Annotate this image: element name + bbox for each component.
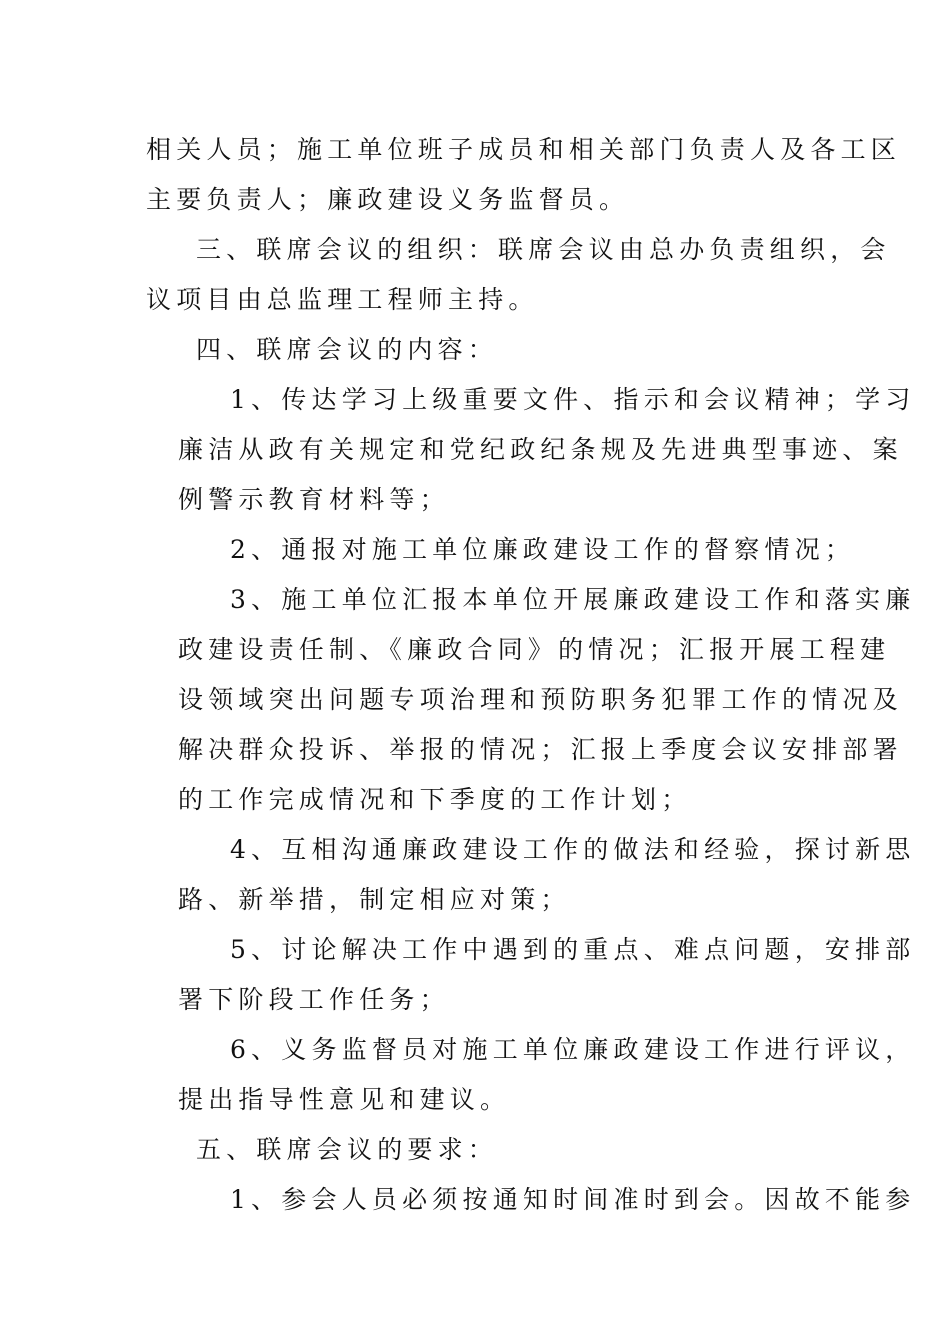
text-line: 例警示教育材料等； xyxy=(178,485,450,514)
text-line: 提出指导性意见和建议。 xyxy=(178,1085,511,1114)
text-line: 议项目由总监理工程师主持。 xyxy=(146,285,539,314)
section-heading: 五、联席会议的要求： xyxy=(196,1135,499,1164)
text-line: 的工作完成情况和下季度的工作计划； xyxy=(178,785,692,814)
text-line: 3、施工单位汇报本单位开展廉政建设工作和落实廉 xyxy=(230,585,916,614)
text-line: 主要负责人；廉政建设义务监督员。 xyxy=(146,185,630,214)
text-line: 6、义务监督员对施工单位廉政建设工作进行评议， xyxy=(230,1035,916,1064)
text-line: 1、传达学习上级重要文件、指示和会议精神；学习 xyxy=(230,385,916,414)
text-line: 2、通报对施工单位廉政建设工作的督察情况； xyxy=(230,535,856,564)
text-line: 三、联席会议的组织：联席会议由总办负责组织，会 xyxy=(196,235,891,264)
text-line: 设领域突出问题专项治理和预防职务犯罪工作的情况及 xyxy=(178,685,903,714)
text-line: 署下阶段工作任务； xyxy=(178,985,450,1014)
text-line: 路、新举措，制定相应对策； xyxy=(178,885,571,914)
text-line: 廉洁从政有关规定和党纪政纪条规及先进典型事迹、案 xyxy=(178,435,903,464)
text-line: 1、参会人员必须按通知时间准时到会。因故不能参 xyxy=(230,1185,916,1214)
text-line: 解决群众投诉、举报的情况；汇报上季度会议安排部署 xyxy=(178,735,903,764)
text-line: 5、讨论解决工作中遇到的重点、难点问题，安排部 xyxy=(230,935,916,964)
section-heading: 四、联席会议的内容： xyxy=(196,335,499,364)
text-line: 4、互相沟通廉政建设工作的做法和经验，探讨新思 xyxy=(230,835,916,864)
text-line: 政建设责任制、《廉政合同》的情况；汇报开展工程建 xyxy=(178,635,891,664)
text-line: 相关人员；施工单位班子成员和相关部门负责人及各工区 xyxy=(146,135,902,164)
